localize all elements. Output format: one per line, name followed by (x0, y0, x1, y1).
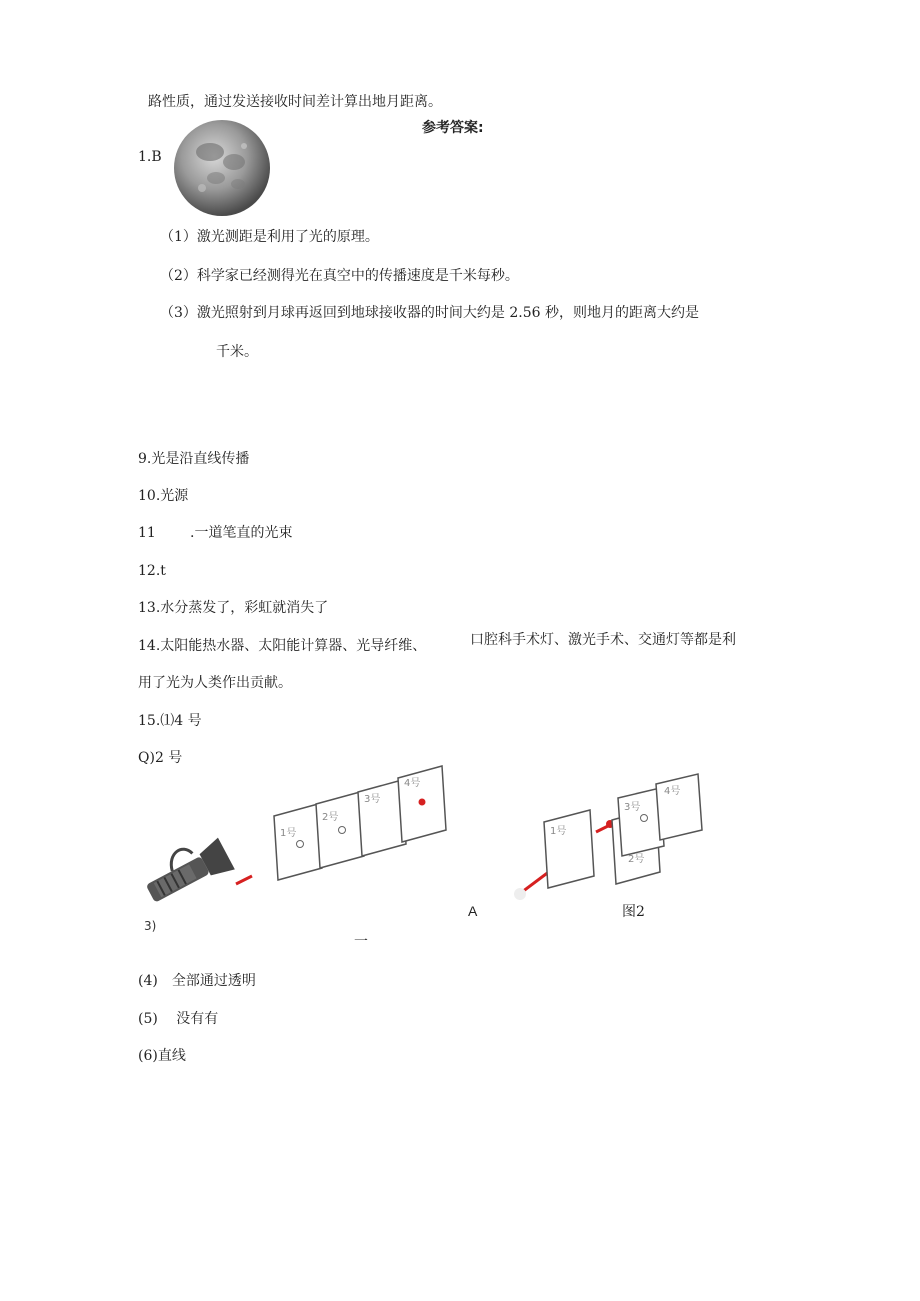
fig1-card-3-label: 3号 (364, 794, 381, 805)
answer-14-part2: 口腔科手术灯、激光手术、交通灯等都是利 (470, 632, 736, 648)
fig1-side-label: 3) (144, 919, 157, 933)
answer-15-5: (5) 没有有 (138, 1011, 219, 1027)
answer-10: 10.光源 (138, 488, 189, 504)
q1-sub2: （2）科学家已经测得光在真空中的传播速度是千米每秒。 (160, 268, 519, 284)
fig1-card-4-label: 4号 (404, 778, 421, 789)
fig2-card-3-label: 3号 (624, 802, 641, 813)
figure-2 (460, 760, 720, 930)
answer-15-6: (6)直线 (138, 1048, 186, 1064)
answer-9: 9.光是沿直线传播 (138, 451, 250, 467)
fig1-card-2-label: 2号 (322, 812, 339, 823)
moon-image (172, 118, 276, 222)
q1-sub3-cont: 千米。 (216, 344, 258, 360)
fig2-card-2-label: 2号 (628, 854, 645, 865)
answer-15-4: (4) 全部通过透明 (138, 973, 256, 989)
intro-line: 路性质，通过发送接收时间差计算出地月距离。 (148, 94, 442, 110)
fig2-card-4-label: 4号 (664, 786, 681, 797)
flashlight-icon (139, 831, 235, 910)
q1-sub3: （3）激光照射到月球再返回到地球接收器的时间大约是 2.56 秒，则地月的距离大约是 (160, 305, 699, 321)
q1-number: 1.B (138, 149, 162, 165)
answer-13: 13.水分蒸发了，彩虹就消失了 (138, 600, 329, 616)
figure-1 (140, 760, 460, 950)
answer-11-number: 11 (138, 525, 156, 541)
answer-11-text: .一道笔直的光束 (190, 525, 293, 541)
fig2-label-a: A (468, 903, 478, 919)
fig1-card-1-label: 1号 (280, 828, 297, 839)
answer-14-part1: 14.太阳能热水器、太阳能计算器、光导纤维、 (138, 638, 427, 654)
answer-14-line2: 用了光为人类作出贡献。 (138, 675, 292, 691)
answer-heading: 参考答案: (422, 120, 484, 136)
fig2-card-1-label: 1号 (550, 826, 567, 837)
fig1-caption: 一 (354, 934, 368, 950)
fig2-caption: 图2 (622, 904, 645, 920)
answer-15-2: Q)2 号 (138, 750, 183, 766)
answer-15-1: 15.⑴4 号 (138, 713, 202, 729)
answer-12: 12.t (138, 563, 166, 579)
q1-sub1: （1）激光测距是利用了光的原理。 (160, 229, 379, 245)
